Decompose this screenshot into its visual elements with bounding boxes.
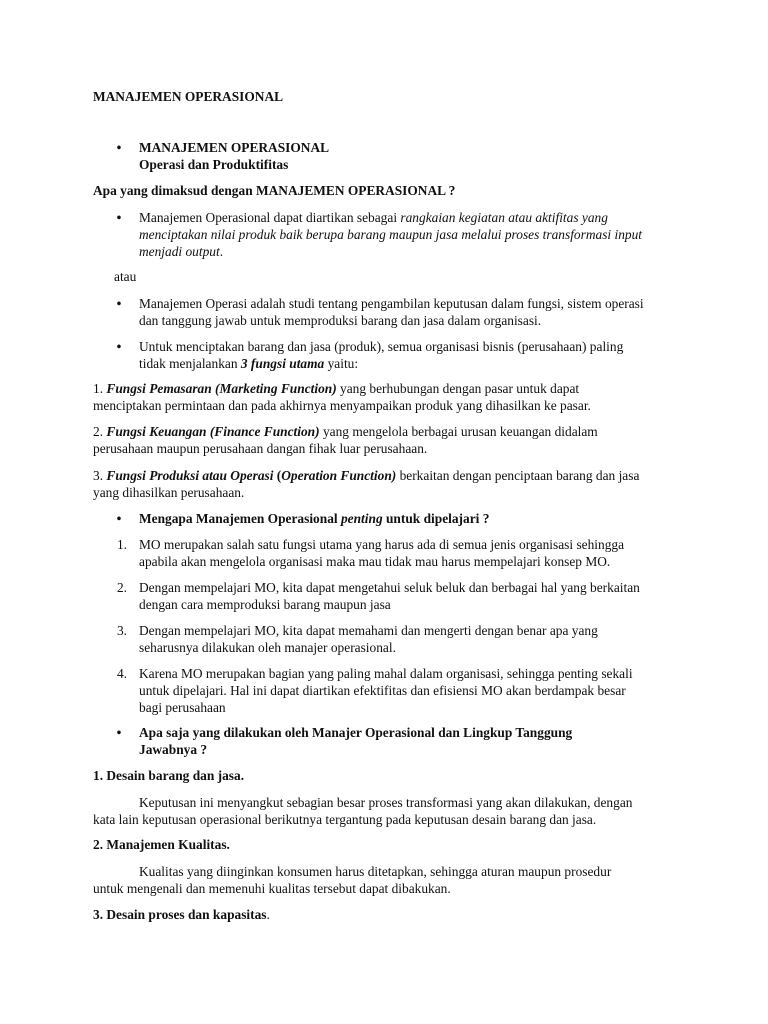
scope-heading-line1: Apa saja yang dilakukan oleh Manajer Operasional dan Lingkup Tanggung	[139, 725, 573, 740]
fungsi-3-paren: (	[273, 468, 282, 483]
definition-3-text-end: yaitu:	[324, 356, 359, 371]
section-3-title-text: 3. Desain proses dan kapasitas	[93, 907, 267, 922]
bullet-icon: •	[116, 140, 122, 155]
reason-2-line1: Dengan mempelajari MO, kita dapat mengetahui seluk beluk dan berbagai hal yang berkaitan	[139, 580, 640, 595]
bullet-icon: •	[116, 339, 122, 354]
section-2-line2: untuk mengenali dan memenuhi kualitas tersebut dapat dibakukan.	[93, 881, 451, 896]
definition-2-line1: Manajemen Operasi adalah studi tentang pengambilan keputusan dalam fungsi, sistem operasi	[139, 296, 644, 311]
atau-label: atau	[114, 269, 137, 284]
definition-2-line2: dan tanggung jawab untuk memproduksi barang dan jasa dalam organisasi.	[139, 313, 542, 328]
reason-2-number: 2.	[116, 580, 127, 595]
definition-1-line3	[139, 243, 223, 260]
why-important-heading	[139, 510, 489, 527]
bullet-icon: •	[116, 210, 122, 225]
why-italic: penting	[340, 511, 383, 526]
definition-1-period: .	[219, 244, 224, 259]
reason-4-line2: untuk dipelajari. Hal ini dapat diartikan efektifitas dan efisiensi MO akan berdampak besar	[139, 683, 626, 698]
reason-4-line1: Karena MO merupakan bagian yang paling mahal dalam organisasi, sehingga penting sekali	[139, 666, 633, 681]
heading-item-line1: MANAJEMEN OPERASIONAL	[139, 140, 330, 155]
fungsi-1-name: Fungsi Pemasaran (Marketing Function)	[106, 381, 337, 396]
fungsi-3-name: Fungsi Produksi atau Operasi	[106, 468, 274, 483]
section-1-line2: kata lain keputusan operasional berikutnya tergantung pada keputusan desain barang dan jasa.	[93, 812, 597, 827]
definition-1-text: Manajemen Operasional dapat diartikan sebagai	[139, 210, 401, 225]
section-3-title	[93, 906, 270, 923]
fungsi-3-number: 3.	[93, 468, 107, 483]
fungsi-1-line1	[93, 380, 579, 397]
bullet-icon: •	[116, 511, 122, 526]
definition-3-text: tidak menjalankan	[139, 356, 241, 371]
reason-4-number: 4.	[116, 666, 127, 681]
definition-1-italic: rangkaian kegiatan atau aktifitas yang	[400, 210, 608, 225]
definition-1-line2: menciptakan nilai produk baik berupa barang maupun jasa melalui proses transformasi input	[139, 227, 642, 242]
section-1-title: 1. Desain barang dan jasa.	[93, 768, 245, 783]
section-3-title-period: .	[266, 907, 270, 922]
reason-3-number: 3.	[116, 623, 127, 638]
bullet-icon: •	[116, 725, 122, 740]
fungsi-3-text: berkaitan dengan penciptaan barang dan jasa	[396, 468, 640, 483]
reason-1-number: 1.	[116, 537, 127, 552]
reason-1-line2: apabila akan mengelola organisasi maka mau tidak mau harus mempelajari konsep MO.	[139, 554, 611, 569]
reason-2-line2: dengan cara memproduksi barang maupun jasa	[139, 597, 391, 612]
fungsi-2-number: 2.	[93, 424, 107, 439]
fungsi-1-text: yang berhubungan dengan pasar untuk dapat	[336, 381, 580, 396]
document-title: MANAJEMEN OPERASIONAL	[93, 89, 284, 104]
fungsi-2-line2: perusahaan maupun perusahaan dangan fihak luar perusahaan.	[93, 441, 428, 456]
fungsi-1-number: 1.	[93, 381, 107, 396]
reason-3-line2: seharusnya dilakukan oleh manajer operasional.	[139, 640, 396, 655]
fungsi-3-line2: yang dihasilkan perusahaan.	[93, 485, 245, 500]
fungsi-2-name: Fungsi Keuangan (Finance Function)	[106, 424, 320, 439]
three-main-functions: 3 fungsi utama	[240, 356, 325, 371]
reason-4-line3: bagi perusahaan	[139, 700, 226, 715]
reason-3-line1: Dengan mempelajari MO, kita dapat memahami dan mengerti dengan benar apa yang	[139, 623, 598, 638]
scope-heading-line2: Jawabnya ?	[139, 742, 208, 757]
section-1-line1: Keputusan ini menyangkut sebagian besar proses transformasi yang akan dilakukan, dengan	[139, 795, 633, 810]
fungsi-2-line1	[93, 423, 598, 440]
reason-1-line1: MO merupakan salah satu fungsi utama yang harus ada di semua jenis organisasi sehingga	[139, 537, 625, 552]
definition-3-line2	[139, 355, 358, 372]
fungsi-1-line2: menciptakan permintaan dan pada akhirnya menyampaikan produk yang dihasilkan ke pasar.	[93, 398, 591, 413]
definition-1-line1	[139, 209, 608, 226]
section-2-title: 2. Manajemen Kualitas.	[93, 837, 230, 852]
definition-3-line1: Untuk menciptakan barang dan jasa (produk), semua organisasi bisnis (perusahaan) paling	[139, 339, 624, 354]
why-text: Mengapa Manajemen Operasional	[139, 511, 341, 526]
why-text-end: untuk dipelajari ?	[382, 511, 490, 526]
question-definition: Apa yang dimaksud dengan MANAJEMEN OPERASIONAL ?	[93, 183, 456, 198]
fungsi-3-line1	[93, 467, 639, 484]
definition-1-italic-end: menjadi output	[139, 244, 220, 259]
bullet-icon: •	[116, 296, 122, 311]
fungsi-2-text: yang mengelola berbagai urusan keuangan didalam	[319, 424, 598, 439]
section-2-line1: Kualitas yang diinginkan konsumen harus ditetapkan, sehingga aturan maupun prosedur	[139, 864, 612, 879]
fungsi-3-name-english: Operation Function)	[281, 468, 397, 483]
heading-item-line2: Operasi dan Produktifitas	[139, 157, 289, 172]
